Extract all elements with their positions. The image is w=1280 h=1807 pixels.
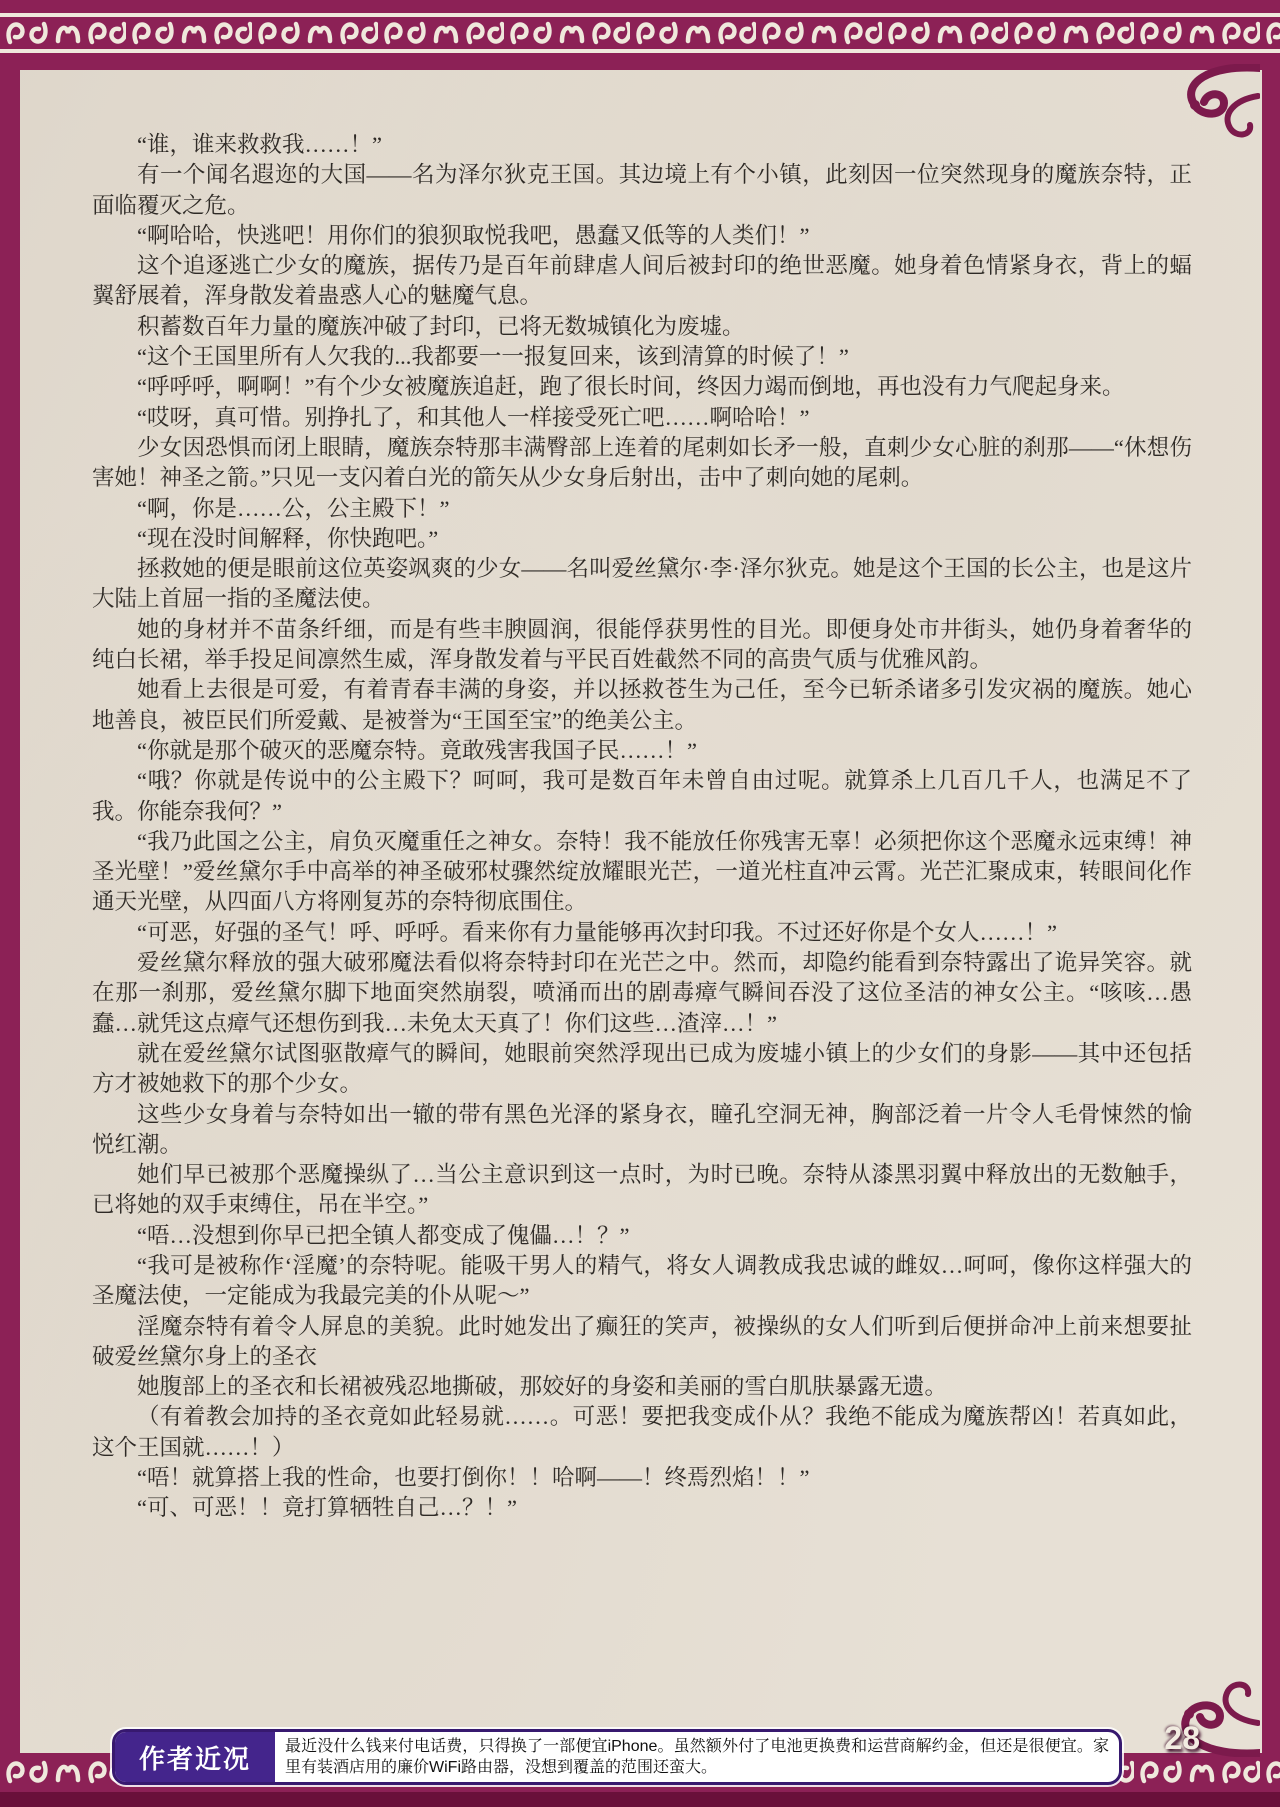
paragraph: “啊，你是……公，公主殿下！”	[137, 495, 450, 521]
paragraph: 她腹部上的圣衣和长裙被残忍地撕破，那姣好的身姿和美丽的雪白肌肤暴露无遗。	[137, 1374, 948, 1400]
paragraph: 就在爱丝黛尔试图驱散瘴气的瞬间，她眼前突然浮现出已成为废墟小镇上的少女们的身影——其中还包括方才被她救下的那个少女。	[92, 1040, 1192, 1097]
paragraph: 有一个闻名遐迩的大国——名为泽尔狄克王国。其边境上有个小镇，此刻因一位突然现身的魔族奈特，正面临覆灭之危。	[92, 162, 1192, 218]
paragraph: “哎呀，真可惜。别挣扎了，和其他人一样接受死亡吧……啊哈哈！”	[137, 404, 810, 430]
paragraph: “唔…没想到你早已把全镇人都变成了傀儡…！？”	[137, 1222, 630, 1248]
paragraph: “这个王国里所有人欠我的...我都要一一报复回来，该到清算的时候了！”	[137, 344, 849, 370]
paragraph: “唔！就算搭上我的性命，也要打倒你！！哈啊——！终焉烈焰！！”	[137, 1465, 810, 1491]
paragraph: 这些少女身着与奈特如出一辙的带有黑色光泽的紧身衣，瞳孔空洞无神，胸部泛着一片令人毛骨悚然的愉悦红潮。	[92, 1101, 1192, 1157]
paragraph: “你就是那个破灭的恶魔奈特。竟敢残害我国子民……！”	[137, 737, 697, 763]
paragraph: “可恶，好强的圣气！呼、呼呼。看来你有力量能够再次封印我。不过还好你是个女人……！”	[137, 919, 1057, 945]
top-rule-line	[0, 49, 1280, 53]
story-text	[92, 130, 1192, 1524]
paragraph: 拯救她的便是眼前这位英姿飒爽的少女——名叫爱丝黛尔·李·泽尔狄克。她是这个王国的长公主，也是这片大陆上首屈一指的圣魔法使。	[92, 556, 1192, 612]
paragraph: “我乃此国之公主，肩负灭魔重任之神女。奈特！我不能放任你残害无辜！必须把你这个恶魔永远束缚！神圣光壁！”爱丝黛尔手中高举的神圣破邪杖骤然绽放耀眼光芒，一道光柱直冲云霄。光芒汇聚成束，转眼间化作通天光壁，从四面八方将刚复苏的奈特彻底围住。	[92, 828, 1192, 915]
paragraph: 淫魔奈特有着令人屏息的美貌。此时她发出了癫狂的笑声，被操纵的女人们听到后便拼命冲上前来想要扯破爱丝黛尔身上的圣衣	[92, 1313, 1192, 1369]
paragraph: 这个追逐逃亡少女的魔族，据传乃是百年前肆虐人间后被封印的绝世恶魔。她身着色情紧身衣，背上的蝠翼舒展着，浑身散发着蛊惑人心的魅魔气息。	[92, 253, 1192, 309]
paragraph: “可、可恶！！竟打算牺牲自己…？！”	[137, 1495, 517, 1521]
paragraph: 爱丝黛尔释放的强大破邪魔法看似将奈特封印在光芒之中。然而，却隐约能看到奈特露出了诡异笑容。就在那一刹那，爱丝黛尔脚下地面突然崩裂，喷涌而出的剧毒瘴气瞬间吞没了这位圣洁的神女公主。“咳咳…愚蠢…就凭这点瘴气还想伤到我…未免太天真了！你们这些…渣滓…！”	[92, 950, 1192, 1036]
right-border	[1262, 0, 1280, 1807]
page-number: 28	[1164, 1720, 1200, 1756]
author-status-label: 作者近况	[115, 1732, 275, 1782]
paragraph: “哦？你就是传说中的公主殿下？呵呵，我可是数百年未曾自由过呢。就算杀上几百几千人，也满足不了我。你能奈我何？”	[92, 768, 1192, 824]
paragraph: 她们早已被那个恶魔操纵了…当公主意识到这一点时，为时已晚。奈特从漆黑羽翼中释放出的无数触手，已将她的双手束缚住，吊在半空。”	[92, 1162, 1192, 1218]
corner-flourish-top-right-icon	[1140, 64, 1260, 142]
paragraph: “现在没时间解释，你快跑吧。”	[137, 525, 439, 551]
paragraph: “我可是被称作‘淫魔’的奈特呢。能吸干男人的精气，将女人调教成我忠诚的雌奴…呵呵，像你这样强大的圣魔法使，一定能成为我最完美的仆从呢～”	[92, 1252, 1192, 1309]
paragraph: “谁，谁来救救我……！”	[137, 132, 382, 157]
paragraph: 她的身材并不苗条纤细，而是有些丰腴圆润，很能俘获男性的目光。即便身处市井街头，她仍身着奢华的纯白长裙，举手投足间凛然生威，浑身散发着与平民百姓截然不同的高贵气质与优雅风韵。	[92, 616, 1192, 673]
author-status-text: 最近没什么钱来付电话费，只得换了一部便宜iPhone。虽然额外付了电池更换费和运营商解约金，但还是很便宜。家里有装酒店用的廉价WiFi路由器，没想到覆盖的范围还蛮大。	[285, 1738, 1109, 1776]
paragraph: “呼呼呼，啊啊！”有个少女被魔族追赶，跑了很长时间，终因力竭而倒地，再也没有力气爬起身来。	[137, 374, 1125, 400]
paragraph: （有着教会加持的圣衣竟如此轻易就……。可恶！要把我变成仆从？我绝不能成为魔族帮凶！若真如此，这个王国就……！）	[92, 1404, 1192, 1460]
top-border-ornament	[0, 0, 1280, 70]
paragraph: 她看上去很是可爱，有着青春丰满的身姿，并以拯救苍生为己任，至今已斩杀诸多引发灾祸的魔族。她心地善良，被臣民们所爱戴、是被誉为“王国至宝”的绝美公主。	[92, 677, 1192, 733]
paragraph: “啊哈哈，快逃吧！用你们的狼狈取悦我吧，愚蠢又低等的人类们！”	[137, 222, 810, 248]
left-border	[0, 0, 20, 1807]
frieze-pattern-icon	[0, 17, 1280, 49]
paragraph: 少女因恐惧而闭上眼睛，魔族奈特那丰满臀部上连着的尾刺如长矛一般，直刺少女心脏的刹那——“休想伤害她！神圣之箭。”只见一支闪着白光的箭矢从少女身后射出，击中了刺向她的尾刺。	[92, 434, 1192, 491]
paragraph: 积蓄数百年力量的魔族冲破了封印，已将无数城镇化为废墟。	[137, 313, 745, 339]
author-status-bar	[112, 1729, 1122, 1785]
bottom-dark-strip	[0, 1792, 1280, 1807]
